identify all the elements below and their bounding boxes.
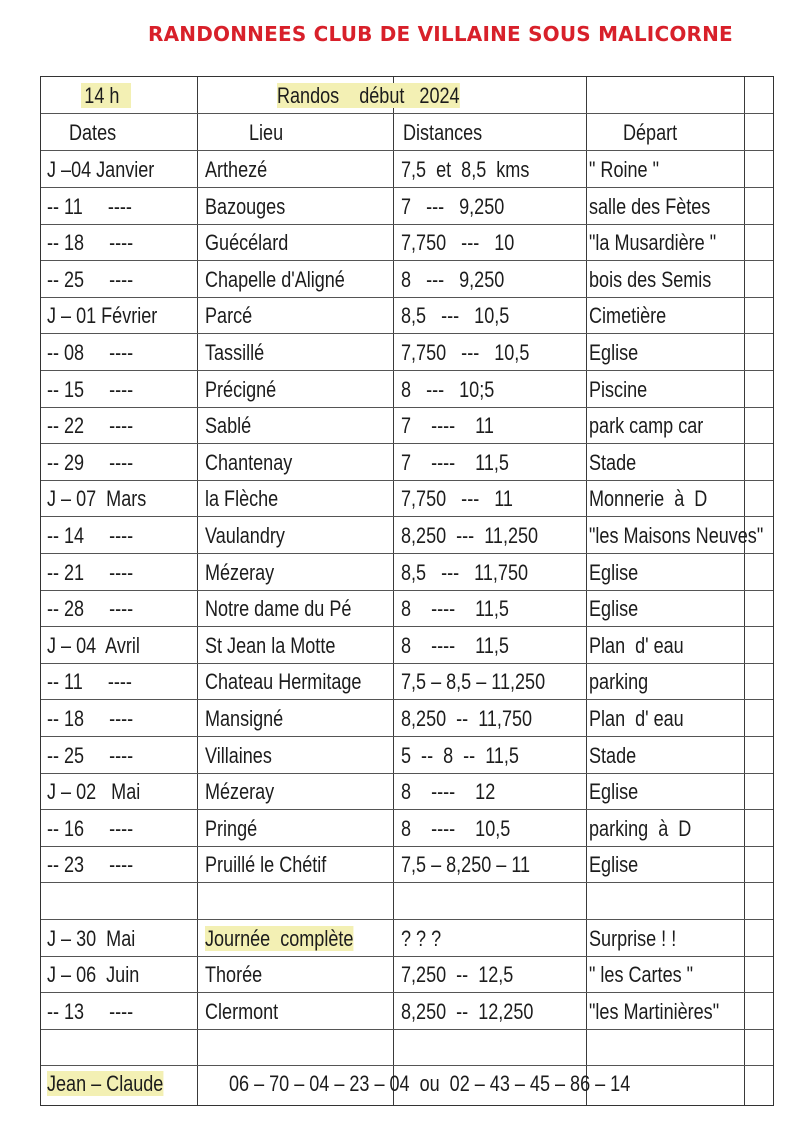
- distance-cell: 7,250 -- 12,5: [401, 962, 514, 988]
- lieu-cell: Arthezé: [205, 157, 268, 182]
- date-cell: -- 11 ----: [47, 669, 132, 695]
- table-row: [41, 224, 773, 261]
- table-row: [41, 810, 773, 847]
- depart-cell: Plan d' eau: [589, 706, 684, 731]
- lieu-cell: Chapelle d'Aligné: [205, 266, 345, 292]
- contact-phones: 06 – 70 – 04 – 23 – 04 ou 02 – 43 – 45 – 86 – 14: [229, 1071, 631, 1096]
- document-title: RANDONNEES CLUB DE VILLAINE SOUS MALICORNE: [148, 22, 733, 46]
- distance-cell: 7 ---- 11,5: [401, 449, 509, 475]
- table-row: [41, 993, 773, 1030]
- lieu-cell: Vaulandry: [205, 523, 285, 548]
- column-header-depart: Départ: [623, 120, 678, 145]
- lieu-cell: [205, 920, 353, 957]
- date-cell: -- 18 ----: [47, 230, 134, 256]
- distance-cell: 8,250 -- 11,750: [401, 706, 533, 731]
- date-cell: -- 15 ----: [47, 376, 134, 402]
- table-row: [41, 151, 773, 188]
- depart-cell: Stade: [589, 449, 637, 475]
- depart-cell: park camp car: [589, 413, 704, 439]
- distance-cell: 7,750 --- 11: [401, 486, 513, 512]
- depart-cell: Monnerie à D: [589, 486, 708, 512]
- distance-cell: 7 --- 9,250: [401, 193, 505, 219]
- date-cell: J – 04 Avril: [47, 632, 140, 658]
- lieu-cell: Sablé: [205, 413, 252, 439]
- date-cell: -- 28 ----: [47, 596, 134, 622]
- date-cell: -- 16 ----: [47, 815, 134, 841]
- lieu-cell: Mézeray: [205, 559, 275, 585]
- distance-cell: 8,5 --- 11,750: [401, 559, 529, 585]
- table-row: [41, 188, 773, 225]
- lieu-cell: la Flèche: [205, 486, 279, 512]
- depart-cell: Cimetière: [589, 303, 667, 329]
- depart-cell: "la Musardière ": [589, 230, 717, 256]
- column-header-dates: Dates: [69, 120, 117, 145]
- table-row: [41, 773, 773, 810]
- distance-cell: 8,250 --- 11,250: [401, 523, 539, 548]
- table-row: [41, 590, 773, 627]
- table-row: [41, 480, 773, 517]
- depart-cell: bois des Semis: [589, 266, 712, 292]
- distance-cell: 5 -- 8 -- 11,5: [401, 742, 519, 768]
- lieu-cell: Chantenay: [205, 449, 293, 475]
- date-cell: J – 06 Juin: [47, 962, 140, 988]
- date-cell: J – 02 Mai: [47, 779, 141, 805]
- lieu-cell: Villaines: [205, 742, 272, 768]
- depart-cell: Surprise ! !: [589, 925, 677, 951]
- contact-name: Jean – Claude: [47, 1071, 164, 1096]
- distance-cell: 7,5 – 8,250 – 11: [401, 852, 531, 878]
- contact-row: [41, 1065, 773, 1102]
- date-cell: -- 25 ----: [47, 266, 134, 292]
- table-row: [41, 1029, 773, 1066]
- distance-cell: 8,5 --- 10,5: [401, 303, 510, 329]
- distance-cell: 8 ---- 11,5: [401, 596, 509, 622]
- date-cell: J –04 Janvier: [47, 157, 155, 182]
- table-row: [41, 737, 773, 774]
- distance-cell: 8 ---- 11,5: [401, 632, 509, 658]
- distance-cell: 8,250 -- 12,250: [401, 998, 534, 1024]
- date-cell: -- 13 ----: [47, 998, 134, 1024]
- distance-cell: 8 ---- 12: [401, 779, 496, 805]
- table-row: [41, 334, 773, 371]
- depart-cell: Piscine: [589, 376, 648, 402]
- lieu-cell: Pruillé le Chétif: [205, 852, 327, 878]
- depart-cell: parking à D: [589, 815, 692, 841]
- depart-cell: " Roine ": [589, 157, 659, 182]
- date-cell: J – 30 Mai: [47, 925, 136, 951]
- column-header-lieu: Lieu: [249, 120, 284, 145]
- depart-cell: Eglise: [589, 340, 639, 365]
- lieu-cell: Parcé: [205, 303, 253, 329]
- column-header-distances: Distances: [403, 120, 483, 145]
- lieu-cell: Mézeray: [205, 779, 275, 805]
- lieu-cell: Clermont: [205, 998, 279, 1024]
- lieu-cell: Tassillé: [205, 340, 265, 365]
- depart-cell: Eglise: [589, 596, 639, 622]
- lieu-cell: Pringé: [205, 815, 258, 841]
- table-row: [41, 444, 773, 481]
- lieu-cell: Notre dame du Pé: [205, 596, 352, 622]
- schedule-table: [40, 76, 774, 1106]
- depart-cell: Stade: [589, 742, 637, 768]
- highlighted-text: Journée complète: [205, 925, 354, 951]
- depart-cell: " les Cartes ": [589, 962, 694, 988]
- depart-cell: parking: [589, 669, 649, 695]
- lieu-cell: Bazouges: [205, 193, 286, 219]
- depart-cell: "les Maisons Neuves": [589, 523, 764, 548]
- table-row: [41, 554, 773, 591]
- date-cell: -- 22 ----: [47, 413, 134, 439]
- distance-cell: 7,750 --- 10,5: [401, 340, 530, 365]
- depart-cell: Eglise: [589, 559, 639, 585]
- depart-cell: Eglise: [589, 852, 639, 878]
- distance-cell: 8 ---- 10,5: [401, 815, 511, 841]
- lieu-cell: Mansigné: [205, 706, 284, 731]
- header-row: [41, 77, 773, 114]
- table-row: [41, 517, 773, 554]
- date-cell: -- 29 ----: [47, 449, 134, 475]
- lieu-cell: Thorée: [205, 962, 263, 988]
- date-cell: -- 21 ----: [47, 559, 134, 585]
- table-row: [41, 920, 773, 957]
- depart-cell: salle des Fètes: [589, 193, 711, 219]
- distance-cell: 7 ---- 11: [401, 413, 494, 439]
- distance-cell: 7,5 et 8,5 kms: [401, 157, 530, 182]
- season-label: Randos début 2024: [277, 83, 460, 108]
- table-row: [41, 700, 773, 737]
- date-cell: -- 14 ----: [47, 523, 134, 548]
- depart-cell: Eglise: [589, 779, 639, 805]
- depart-cell: "les Martinières": [589, 998, 720, 1024]
- date-cell: J – 01 Février: [47, 303, 158, 329]
- table-row: [41, 261, 773, 298]
- lieu-cell: Précigné: [205, 376, 277, 402]
- date-cell: -- 11 ----: [47, 193, 132, 219]
- distance-cell: 8 --- 9,250: [401, 266, 505, 292]
- depart-cell: Plan d' eau: [589, 632, 684, 658]
- distance-cell: 8 --- 10;5: [401, 376, 495, 402]
- time-label: 14 h: [81, 77, 131, 114]
- table-row: [41, 846, 773, 883]
- lieu-cell: Guécélard: [205, 230, 289, 256]
- column-header-row: [41, 114, 773, 151]
- table-row: [41, 297, 773, 334]
- date-cell: -- 08 ----: [47, 340, 134, 365]
- distance-cell: ? ? ?: [401, 925, 442, 951]
- date-cell: J – 07 Mars: [47, 486, 147, 512]
- lieu-cell: St Jean la Motte: [205, 632, 336, 658]
- table-row: [41, 663, 773, 700]
- date-cell: -- 18 ----: [47, 706, 134, 731]
- table-row: [41, 956, 773, 993]
- table-row: [41, 407, 773, 444]
- date-cell: -- 25 ----: [47, 742, 134, 768]
- distance-cell: 7,5 – 8,5 – 11,250: [401, 669, 546, 695]
- date-cell: -- 23 ----: [47, 852, 134, 878]
- table-row: [41, 883, 773, 920]
- lieu-cell: Chateau Hermitage: [205, 669, 362, 695]
- distance-cell: 7,750 --- 10: [401, 230, 515, 256]
- table-row: [41, 627, 773, 664]
- table-row: [41, 371, 773, 408]
